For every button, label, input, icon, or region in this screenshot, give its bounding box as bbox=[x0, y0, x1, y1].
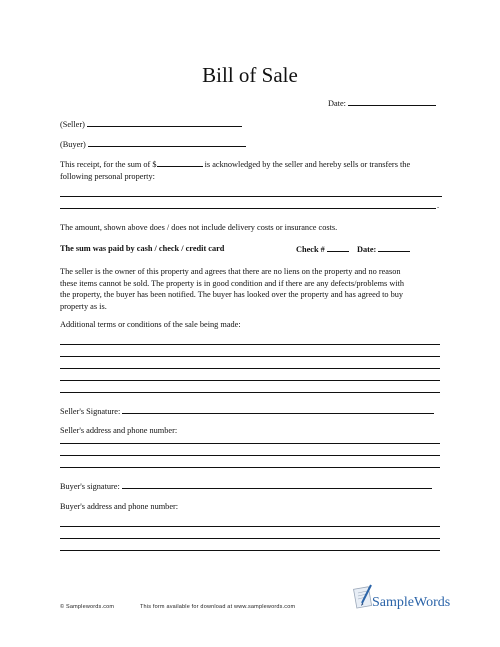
seller-blank[interactable] bbox=[87, 118, 242, 127]
owner-paragraph bbox=[60, 266, 455, 312]
document-title: Bill of Sale bbox=[202, 63, 298, 87]
owner-text-4: property as is. bbox=[60, 301, 107, 311]
date2-label: Date: bbox=[356, 245, 377, 254]
buyer-signature-field[interactable] bbox=[60, 480, 432, 493]
terms-line-3[interactable] bbox=[60, 368, 440, 369]
terms-line-4[interactable] bbox=[60, 380, 440, 381]
seller-signature-label: Seller's Signature: bbox=[60, 407, 121, 416]
buyer-address-line-3[interactable] bbox=[60, 550, 440, 551]
footer-note: This form available for download at www.samplewords.com bbox=[140, 604, 296, 610]
property-line-2[interactable] bbox=[60, 208, 436, 209]
sum-blank[interactable] bbox=[157, 158, 203, 167]
owner-text-2: these items cannot be sold. The property is in good condition and if there are any defects/problems with bbox=[60, 278, 405, 288]
buyer-address-label: Buyer's address and phone number: bbox=[60, 502, 179, 511]
owner-text-1: The seller is the owner of this property and agrees that there are no liens on the property and no reason bbox=[60, 267, 401, 276]
check-label: Check # bbox=[296, 245, 325, 254]
owner-text-3: the property, the buyer has been notified. The buyer has looked over the property and has agreed to buy bbox=[60, 290, 404, 300]
date2-blank[interactable] bbox=[378, 243, 410, 252]
amount-note: The amount, shown above does / does not include delivery costs or insurance costs. bbox=[60, 223, 338, 232]
date-label: Date: bbox=[328, 99, 346, 108]
buyer-signature-blank[interactable] bbox=[122, 480, 432, 489]
date-blank[interactable] bbox=[348, 97, 436, 106]
seller-label: (Seller) bbox=[60, 120, 85, 129]
logo-text: SampleWords bbox=[372, 595, 451, 610]
property-line-1[interactable] bbox=[60, 196, 442, 197]
buyer-field[interactable] bbox=[60, 138, 246, 151]
buyer-address-line-2[interactable] bbox=[60, 538, 440, 539]
seller-address-line-2[interactable] bbox=[60, 455, 440, 456]
buyer-blank[interactable] bbox=[88, 138, 246, 147]
buyer-label: (Buyer) bbox=[60, 140, 86, 149]
terms-line-5[interactable] bbox=[60, 392, 440, 393]
receipt-text-2: is acknowledged by the seller and hereby sells or transfers the bbox=[204, 160, 411, 169]
buyer-signature-label: Buyer's signature: bbox=[60, 482, 120, 491]
receipt-text-1: This receipt, for the sum of $ bbox=[60, 160, 157, 169]
check-field[interactable] bbox=[296, 243, 410, 256]
seller-address-label: Seller's address and phone number: bbox=[60, 426, 178, 435]
receipt-paragraph bbox=[60, 158, 450, 182]
seller-signature-field[interactable] bbox=[60, 405, 434, 418]
terms-line-2[interactable] bbox=[60, 356, 440, 357]
seller-signature-blank[interactable] bbox=[122, 405, 434, 414]
buyer-address-line-1[interactable] bbox=[60, 526, 440, 527]
terms-line-1[interactable] bbox=[60, 344, 440, 345]
paid-by-text: The sum was paid by cash / check / credit card bbox=[60, 244, 225, 253]
seller-field[interactable] bbox=[60, 118, 242, 131]
seller-address-line-3[interactable] bbox=[60, 467, 440, 468]
seller-address-line-1[interactable] bbox=[60, 443, 440, 444]
date-field[interactable] bbox=[328, 97, 436, 110]
additional-terms-label: Additional terms or conditions of the sale being made: bbox=[60, 320, 241, 329]
footer-copyright: © Samplewords.com bbox=[60, 604, 115, 610]
period: . bbox=[437, 201, 440, 210]
check-blank[interactable] bbox=[327, 243, 349, 252]
receipt-text-3: following personal property: bbox=[60, 171, 155, 181]
